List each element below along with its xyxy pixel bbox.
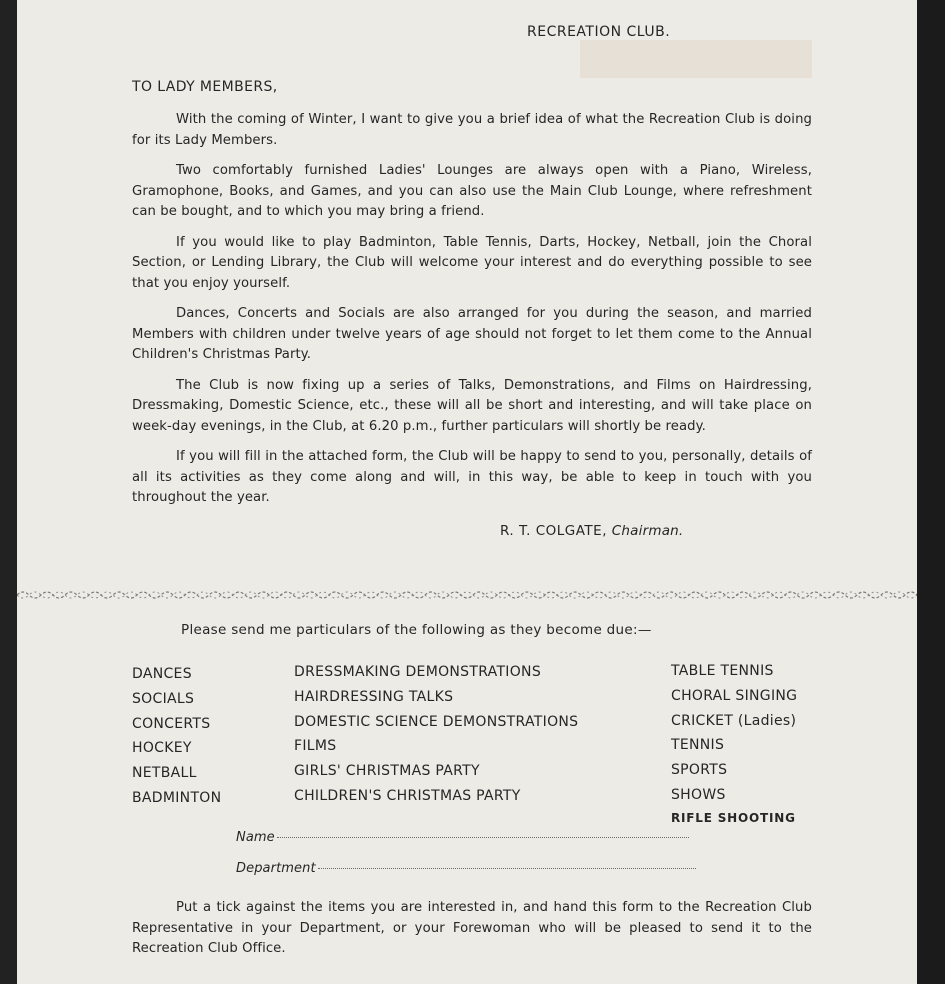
name-label: Name [236, 830, 275, 845]
option-item[interactable]: CHORAL SINGING [671, 687, 798, 704]
option-item[interactable]: RIFLE SHOOTING [671, 810, 796, 825]
option-item[interactable]: TABLE TENNIS [671, 663, 774, 679]
option-item[interactable]: TENNIS [671, 737, 725, 754]
name-line[interactable] [277, 836, 689, 838]
paragraph: Dances, Concerts and Socials are also arranged for you during the season, and married Members with children under twelve years of age should not forget to let them come to the Annual Children's Christmas Party. [132, 306, 812, 362]
signature-name: R. T. COLGATE, [500, 523, 607, 539]
department-line[interactable] [318, 867, 696, 869]
option-item[interactable]: NETBALL [132, 765, 197, 782]
option-item[interactable]: DANCES [132, 666, 192, 682]
right-border [917, 0, 945, 984]
option-item[interactable]: HOCKEY [132, 740, 192, 757]
option-item[interactable]: DRESSMAKING DEMONSTRATIONS [294, 664, 542, 680]
option-item[interactable]: CHILDREN'S CHRISTMAS PARTY [294, 787, 521, 804]
form-instructions-block [132, 898, 812, 960]
greeting: TO LADY MEMBERS, [132, 79, 278, 95]
options-column-2 [294, 660, 578, 809]
option-item[interactable]: DOMESTIC SCIENCE DEMONSTRATIONS [294, 713, 579, 730]
option-item[interactable]: FILMS [294, 738, 337, 755]
name-field[interactable] [236, 830, 689, 845]
options-column-1 [132, 662, 221, 811]
department-label: Department [236, 861, 316, 876]
tape-mark [580, 40, 812, 78]
paragraph: Two comfortably furnished Ladies' Lounges are always open with a Piano, Wireless, Gramophone, Books, and Games, and you can also use the Main Club Lounge, where refreshment can be bought, and to which you may bring a friend. [132, 163, 812, 219]
option-item[interactable]: SHOWS [671, 786, 726, 803]
paragraph: If you will fill in the attached form, the Club will be happy to send to you, personally, details of all its activities as they come along and will, in this way, be able to keep in touch with you throughout the year. [132, 449, 812, 505]
form-instructions: Put a tick against the items you are interested in, and hand this form to the Recreation Club Representative in your Department, or your Forewoman who will be pleased to send it to the Recreation Club Office. [132, 900, 812, 956]
department-field[interactable] [236, 861, 696, 876]
option-item[interactable]: HAIRDRESSING TALKS [294, 688, 454, 705]
paragraph: If you would like to play Badminton, Table Tennis, Darts, Hockey, Netball, join the Choral Section, or Lending Library, the Club will welcome your interest and do everything possible to see that you enjoy yourself. [132, 234, 812, 291]
signature [500, 523, 683, 539]
option-item[interactable]: SOCIALS [132, 690, 195, 707]
perforation-line [17, 586, 917, 604]
paragraph: With the coming of Winter, I want to give you a brief idea of what the Recreation Club is doing for its Lady Members. [132, 112, 812, 148]
signature-title: Chairman. [611, 523, 684, 539]
club-heading: RECREATION CLUB. [527, 24, 671, 40]
paragraph: The Club is now fixing up a series of Talks, Demonstrations, and Films on Hairdressing, Dressmaking, Domestic Science, etc., these will all be short and interesting, and will take place on week-day evenings, in the Club, at 6.20 p.m., further particulars will shortly be ready. [132, 377, 812, 434]
options-column-3 [671, 659, 797, 828]
option-item[interactable]: SPORTS [671, 762, 728, 779]
left-border [0, 0, 17, 984]
option-item[interactable]: BADMINTON [132, 789, 222, 806]
letter-body [132, 110, 812, 519]
form-request: Please send me particulars of the following as they become due:— [181, 622, 652, 638]
option-item[interactable]: GIRLS' CHRISTMAS PARTY [294, 763, 480, 780]
option-item[interactable]: CRICKET (Ladies) [671, 712, 797, 729]
option-item[interactable]: CONCERTS [132, 715, 211, 732]
